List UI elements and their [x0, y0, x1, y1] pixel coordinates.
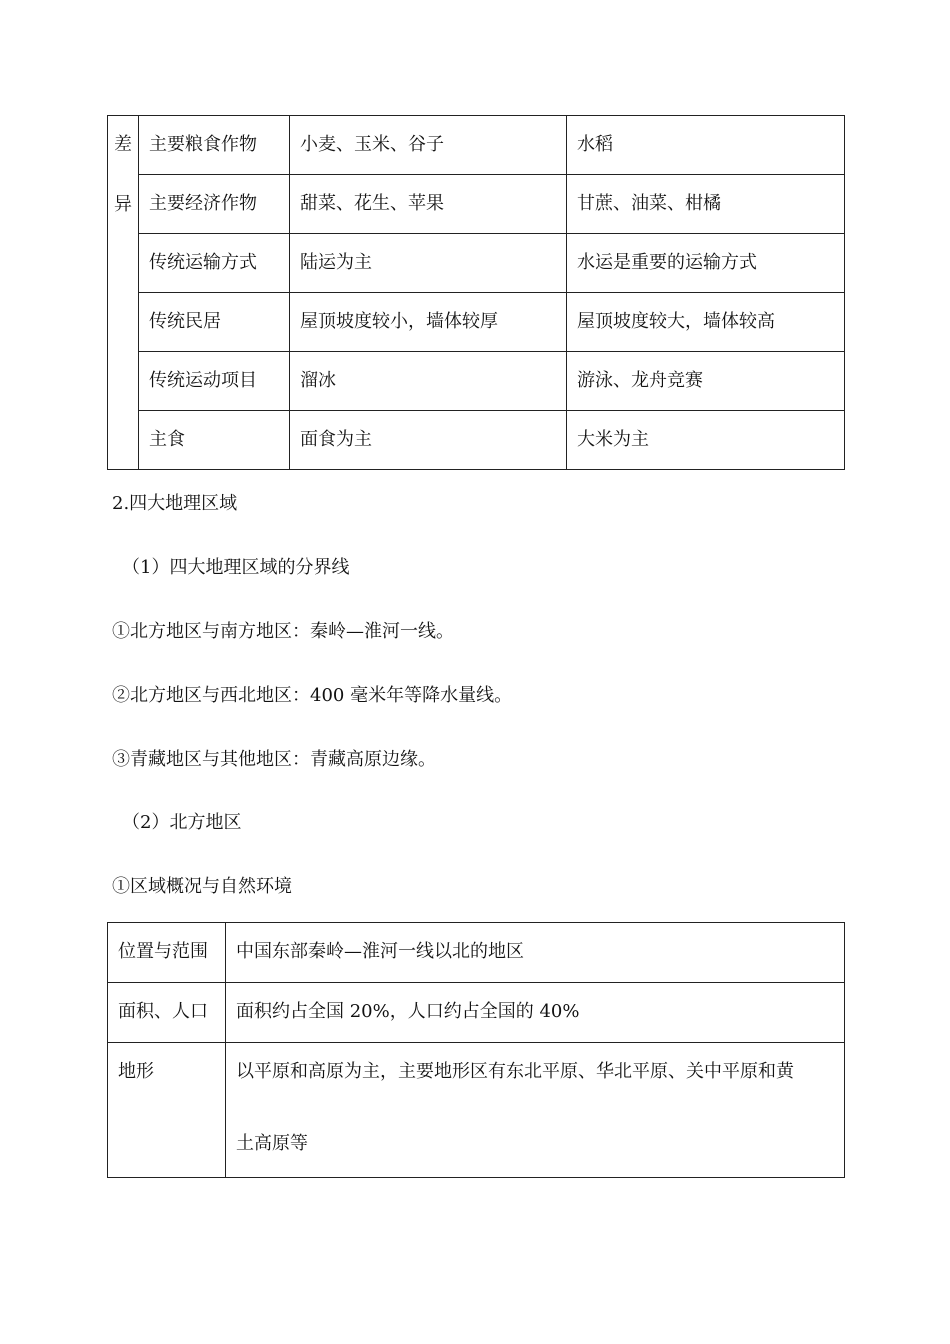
- row-item: 传统运输方式: [139, 234, 290, 293]
- table-row: [108, 411, 845, 470]
- paragraph: ③青藏地区与其他地区：青藏高原边缘。: [112, 749, 436, 770]
- row-north: 陆运为主: [290, 234, 567, 293]
- table-row: [108, 175, 845, 234]
- section-heading: 2.四大地理区域: [112, 493, 238, 514]
- table-row: [108, 923, 845, 983]
- row-item: 传统运动项目: [139, 352, 290, 411]
- row-south: 大米为主: [567, 411, 845, 470]
- side-label-char: 差: [114, 134, 132, 155]
- row-south: 游泳、龙舟竞赛: [567, 352, 845, 411]
- row-south: 屋顶坡度较大，墙体较高: [567, 293, 845, 352]
- row-north: 面食为主: [290, 411, 567, 470]
- row-north: 屋顶坡度较小，墙体较厚: [290, 293, 567, 352]
- row-north: 小麦、玉米、谷子: [290, 116, 567, 175]
- paragraph: ①北方地区与南方地区：秦岭—淮河一线。: [112, 621, 454, 642]
- table-row: [108, 352, 845, 411]
- side-label-cell: [108, 116, 139, 470]
- table-row: [108, 116, 845, 175]
- row-value-cell: [226, 1043, 845, 1178]
- row-south: 水运是重要的运输方式: [567, 234, 845, 293]
- row-north: 甜菜、花生、苹果: [290, 175, 567, 234]
- table-row: [108, 1043, 845, 1178]
- table-row: [108, 293, 845, 352]
- row-item: 传统民居: [139, 293, 290, 352]
- row-item: 主要经济作物: [139, 175, 290, 234]
- row-label: 地形: [108, 1043, 226, 1178]
- row-north: 溜冰: [290, 352, 567, 411]
- row-south: 水稻: [567, 116, 845, 175]
- paragraph: ①区域概况与自然环境: [112, 876, 292, 897]
- row-value: 中国东部秦岭—淮河一线以北的地区: [226, 923, 845, 983]
- row-value: 以平原和高原为主，主要地形区有东北平原、华北平原、关中平原和黄: [236, 1061, 794, 1082]
- table-row: [108, 234, 845, 293]
- side-label-char: 异: [114, 194, 132, 215]
- row-label: 位置与范围: [108, 923, 226, 983]
- subsection-heading: （1）四大地理区域的分界线: [122, 557, 350, 578]
- row-item: 主食: [139, 411, 290, 470]
- paragraph: ②北方地区与西北地区：400 毫米年等降水量线。: [112, 685, 513, 706]
- row-south: 甘蔗、油菜、柑橘: [567, 175, 845, 234]
- region-overview-table: [107, 922, 845, 1178]
- row-value-continued: 土高原等: [236, 1133, 308, 1154]
- subsection-heading: （2）北方地区: [122, 812, 242, 833]
- row-item: 主要粮食作物: [139, 116, 290, 175]
- row-value: 面积约占全国 20%，人口约占全国的 40%: [226, 983, 845, 1043]
- comparison-table: [107, 115, 845, 470]
- table-row: [108, 983, 845, 1043]
- row-label: 面积、人口: [108, 983, 226, 1043]
